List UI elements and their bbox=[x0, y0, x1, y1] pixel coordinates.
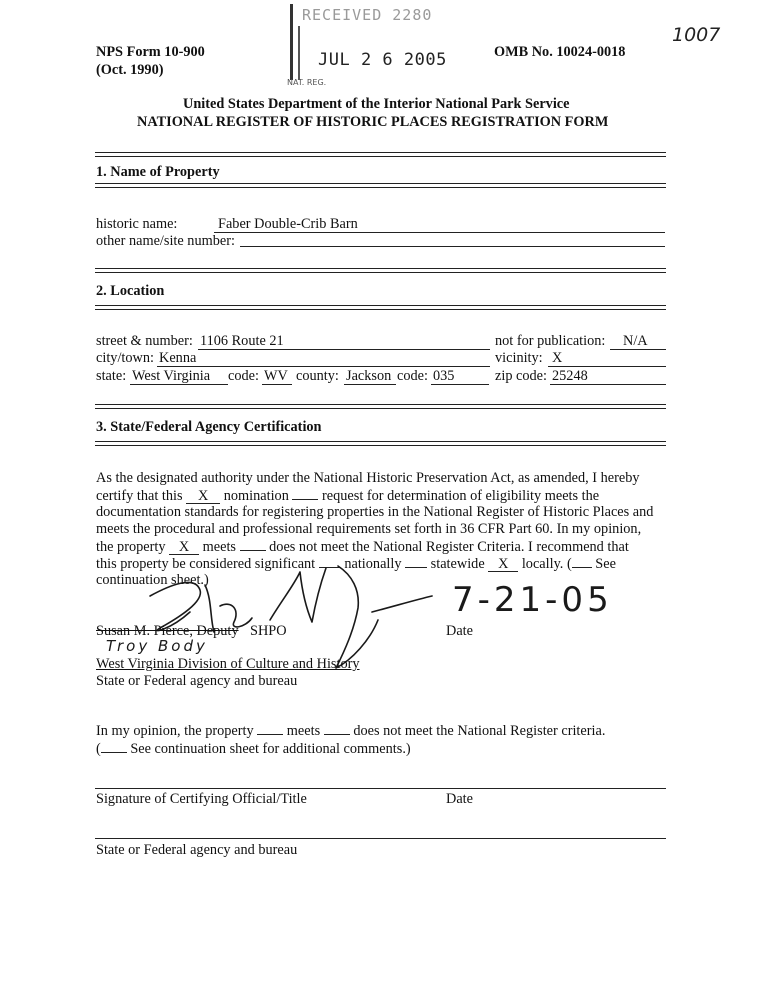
opinion-text: ( bbox=[96, 741, 101, 757]
cert-para-line: documentation standards for registering properties in the National Register of Historic Places and bbox=[96, 504, 654, 520]
nfp-value: N/A bbox=[623, 333, 648, 349]
stamp-bottom-text: NAT. REG. bbox=[287, 78, 327, 87]
opinion-blank bbox=[324, 722, 350, 735]
handwritten-signer-name: Troy Body bbox=[106, 637, 208, 655]
city-value: Kenna bbox=[159, 350, 197, 366]
agency-label: State or Federal agency and bureau bbox=[96, 673, 298, 689]
opinion-text: does not meet the National Register criteria. bbox=[353, 723, 606, 739]
signature-line bbox=[95, 788, 666, 789]
zip-value: 25248 bbox=[552, 368, 588, 384]
signer-title: SHPO bbox=[250, 623, 287, 639]
street-label: street & number: bbox=[96, 333, 193, 349]
county-label: county: bbox=[296, 368, 339, 384]
cert-blank-checked: X bbox=[186, 489, 220, 504]
form-number: NPS Form 10-900 bbox=[96, 44, 205, 60]
section3-heading: 3. State/Federal Agency Certification bbox=[96, 419, 322, 435]
agency-line bbox=[95, 838, 666, 839]
opinion-line bbox=[96, 740, 411, 758]
opinion-blank bbox=[257, 722, 283, 735]
cert-text: nationally bbox=[344, 556, 402, 572]
other-name-label: other name/site number: bbox=[96, 233, 235, 249]
cert-blank-checked: X bbox=[488, 557, 518, 572]
opinion-text: In my opinion, the property bbox=[96, 723, 254, 739]
street-value: 1106 Route 21 bbox=[200, 333, 284, 349]
cert-text: meets bbox=[202, 539, 236, 555]
handwritten-date: 7-21-05 bbox=[452, 580, 613, 620]
opinion-text: meets bbox=[286, 723, 321, 739]
opinion-blank bbox=[101, 740, 127, 753]
state-code-value: WV bbox=[264, 368, 288, 384]
cert-text: statewide bbox=[430, 556, 485, 572]
cert-para-line: meets the procedural and professional requirements set forth in 36 CFR Part 60. In my opinion, bbox=[96, 521, 642, 537]
county-code-label: code: bbox=[397, 368, 428, 384]
state-value: West Virginia bbox=[132, 368, 211, 384]
cert-para-line: As the designated authority under the National Historic Preservation Act, as amended, I hereby bbox=[96, 470, 640, 486]
historic-name-label: historic name: bbox=[96, 216, 178, 232]
cert-date-label: Date bbox=[446, 623, 473, 639]
cert-text: does not meet the National Register Criteria. I recommend that bbox=[269, 539, 629, 555]
historic-name-value: Faber Double-Crib Barn bbox=[218, 216, 358, 232]
agency-name: West Virginia Division of Culture and History bbox=[96, 656, 360, 672]
city-label: city/town: bbox=[96, 350, 154, 366]
cert-text: request for determination of eligibility meets the bbox=[322, 488, 600, 504]
signer-name-struck: Susan M. Pierce, Deputy bbox=[96, 623, 239, 639]
certifying-date-label: Date bbox=[446, 791, 473, 807]
cert-para-line: continuation sheet.) bbox=[96, 572, 209, 588]
county-value: Jackson bbox=[346, 368, 392, 384]
cert-text: locally. ( bbox=[521, 556, 572, 572]
omb-number: OMB No. 10024-0018 bbox=[494, 44, 626, 60]
section1-heading: 1. Name of Property bbox=[96, 164, 220, 180]
opinion-text: See continuation sheet for additional comments.) bbox=[130, 741, 411, 757]
cert-text: this property be considered significant bbox=[96, 556, 316, 572]
nfp-label: not for publication: bbox=[495, 333, 606, 349]
department-title: United States Department of the Interior National Park Service bbox=[183, 96, 570, 112]
zip-label: zip code: bbox=[495, 368, 548, 384]
opinion-agency-label: State or Federal agency and bureau bbox=[96, 842, 298, 858]
state-code-label: code: bbox=[228, 368, 259, 384]
handwritten-page-number: 1007 bbox=[672, 24, 721, 46]
vicinity-value: X bbox=[552, 350, 563, 366]
form-title: NATIONAL REGISTER OF HISTORIC PLACES REGISTRATION FORM bbox=[137, 114, 609, 130]
opinion-line bbox=[96, 722, 605, 740]
cert-text: See bbox=[595, 556, 616, 572]
cert-text: nomination bbox=[223, 488, 289, 504]
vicinity-label: vicinity: bbox=[495, 350, 543, 366]
stamp-date: JUL 2 6 2005 bbox=[318, 50, 447, 70]
cert-blank-checked: X bbox=[169, 540, 199, 555]
cert-text: the property bbox=[96, 539, 166, 555]
county-code-value: 035 bbox=[433, 368, 455, 384]
state-label: state: bbox=[96, 368, 127, 384]
cert-text: certify that this bbox=[96, 488, 183, 504]
stamp-received-text: RECEIVED 2280 bbox=[302, 6, 433, 24]
form-date: (Oct. 1990) bbox=[96, 62, 164, 78]
section2-heading: 2. Location bbox=[96, 283, 165, 299]
certifying-signature-label: Signature of Certifying Official/Title bbox=[96, 791, 307, 807]
